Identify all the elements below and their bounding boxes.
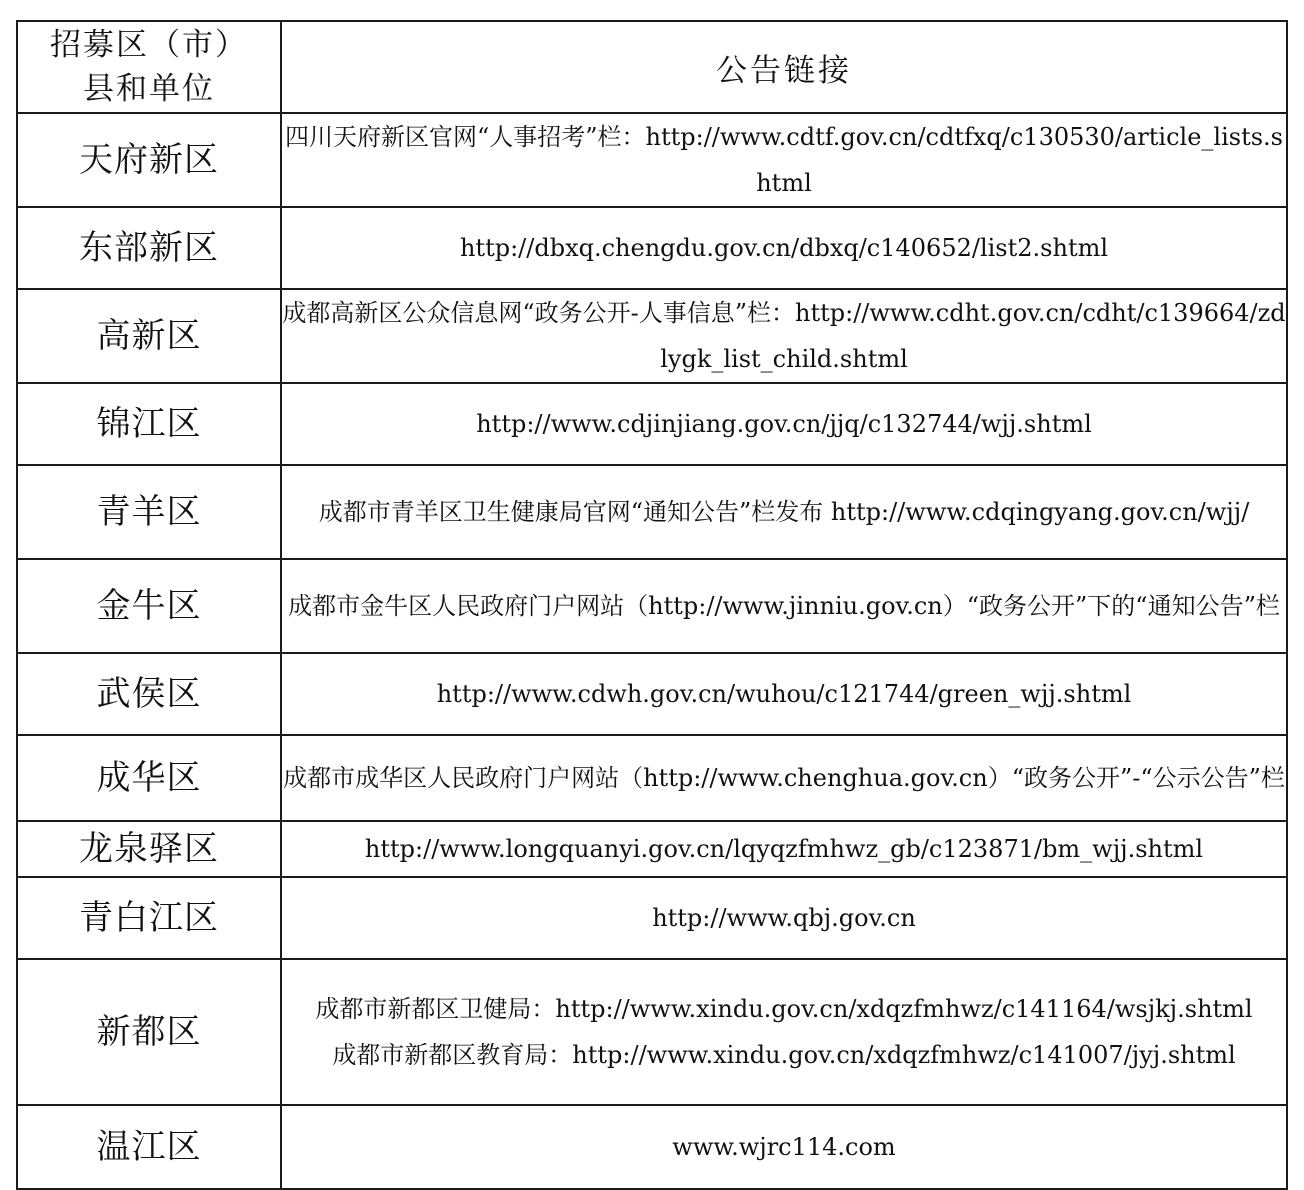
unit-cell: 青羊区 <box>17 465 281 559</box>
notice-link-cell[interactable]: www.wjrc114.com <box>281 1105 1287 1189</box>
notice-link-health[interactable]: 成都市新都区卫健局：http://www.xindu.gov.cn/xdqzfmhwz/c141164/wsjkj.shtml <box>315 995 1253 1023</box>
notice-link-cell[interactable]: 成都高新区公众信息网“政务公开-人事信息”栏：http://www.cdht.gov.cn/cdht/c139664/zdlygk_list_child.shtml <box>281 289 1287 383</box>
table-row <box>17 289 1287 383</box>
notice-link-cell[interactable]: 四川天府新区官网“人事招考”栏：http://www.cdtf.gov.cn/cdtfxq/c130530/article_lists.shtml <box>281 113 1287 207</box>
table-row <box>17 207 1287 289</box>
table-row <box>17 559 1287 653</box>
table-row <box>17 821 1287 877</box>
table-row <box>17 1105 1287 1189</box>
unit-cell: 新都区 <box>17 959 281 1105</box>
unit-cell: 温江区 <box>17 1105 281 1189</box>
notice-link-cell <box>281 959 1287 1105</box>
notice-link-cell[interactable]: 成都市金牛区人民政府门户网站（http://www.jinniu.gov.cn）“政务公开”下的“通知公告”栏 <box>281 559 1287 653</box>
notice-link-cell[interactable]: http://www.longquanyi.gov.cn/lqyqzfmhwz_gb/c123871/bm_wjj.shtml <box>281 821 1287 877</box>
table-row <box>17 877 1287 959</box>
header-unit-cell <box>17 21 281 113</box>
table-row <box>17 113 1287 207</box>
header-link-cell: 公告链接 <box>281 21 1287 113</box>
unit-cell: 成华区 <box>17 735 281 821</box>
header-unit-line1: 招募区（市） <box>50 27 248 63</box>
table-row <box>17 735 1287 821</box>
notice-link-cell[interactable]: http://www.qbj.gov.cn <box>281 877 1287 959</box>
header-unit-line2: 县和单位 <box>83 71 215 107</box>
notice-link-education[interactable]: 成都市新都区教育局：http://www.xindu.gov.cn/xdqzfmhwz/c141007/jyj.shtml <box>332 1041 1236 1069</box>
unit-cell: 青白江区 <box>17 877 281 959</box>
notice-link-cell[interactable]: 成都市成华区人民政府门户网站（http://www.chenghua.gov.cn）“政务公开”-“公示公告”栏 <box>281 735 1287 821</box>
unit-cell: 锦江区 <box>17 383 281 465</box>
recruitment-notice-table <box>16 20 1288 1190</box>
notice-link-cell[interactable]: 成都市青羊区卫生健康局官网“通知公告”栏发布 http://www.cdqingyang.gov.cn/wjj/ <box>281 465 1287 559</box>
unit-cell: 高新区 <box>17 289 281 383</box>
notice-link-cell[interactable]: http://www.cdjinjiang.gov.cn/jjq/c132744/wjj.shtml <box>281 383 1287 465</box>
unit-cell: 天府新区 <box>17 113 281 207</box>
notice-link-cell[interactable]: http://www.cdwh.gov.cn/wuhou/c121744/green_wjj.shtml <box>281 653 1287 735</box>
unit-cell: 金牛区 <box>17 559 281 653</box>
unit-cell: 东部新区 <box>17 207 281 289</box>
notice-link-cell[interactable]: http://dbxq.chengdu.gov.cn/dbxq/c140652/list2.shtml <box>281 207 1287 289</box>
table-row <box>17 653 1287 735</box>
table-row <box>17 465 1287 559</box>
table-row <box>17 959 1287 1105</box>
unit-cell: 武侯区 <box>17 653 281 735</box>
table-header-row <box>17 21 1287 113</box>
unit-cell: 龙泉驿区 <box>17 821 281 877</box>
table-row <box>17 383 1287 465</box>
